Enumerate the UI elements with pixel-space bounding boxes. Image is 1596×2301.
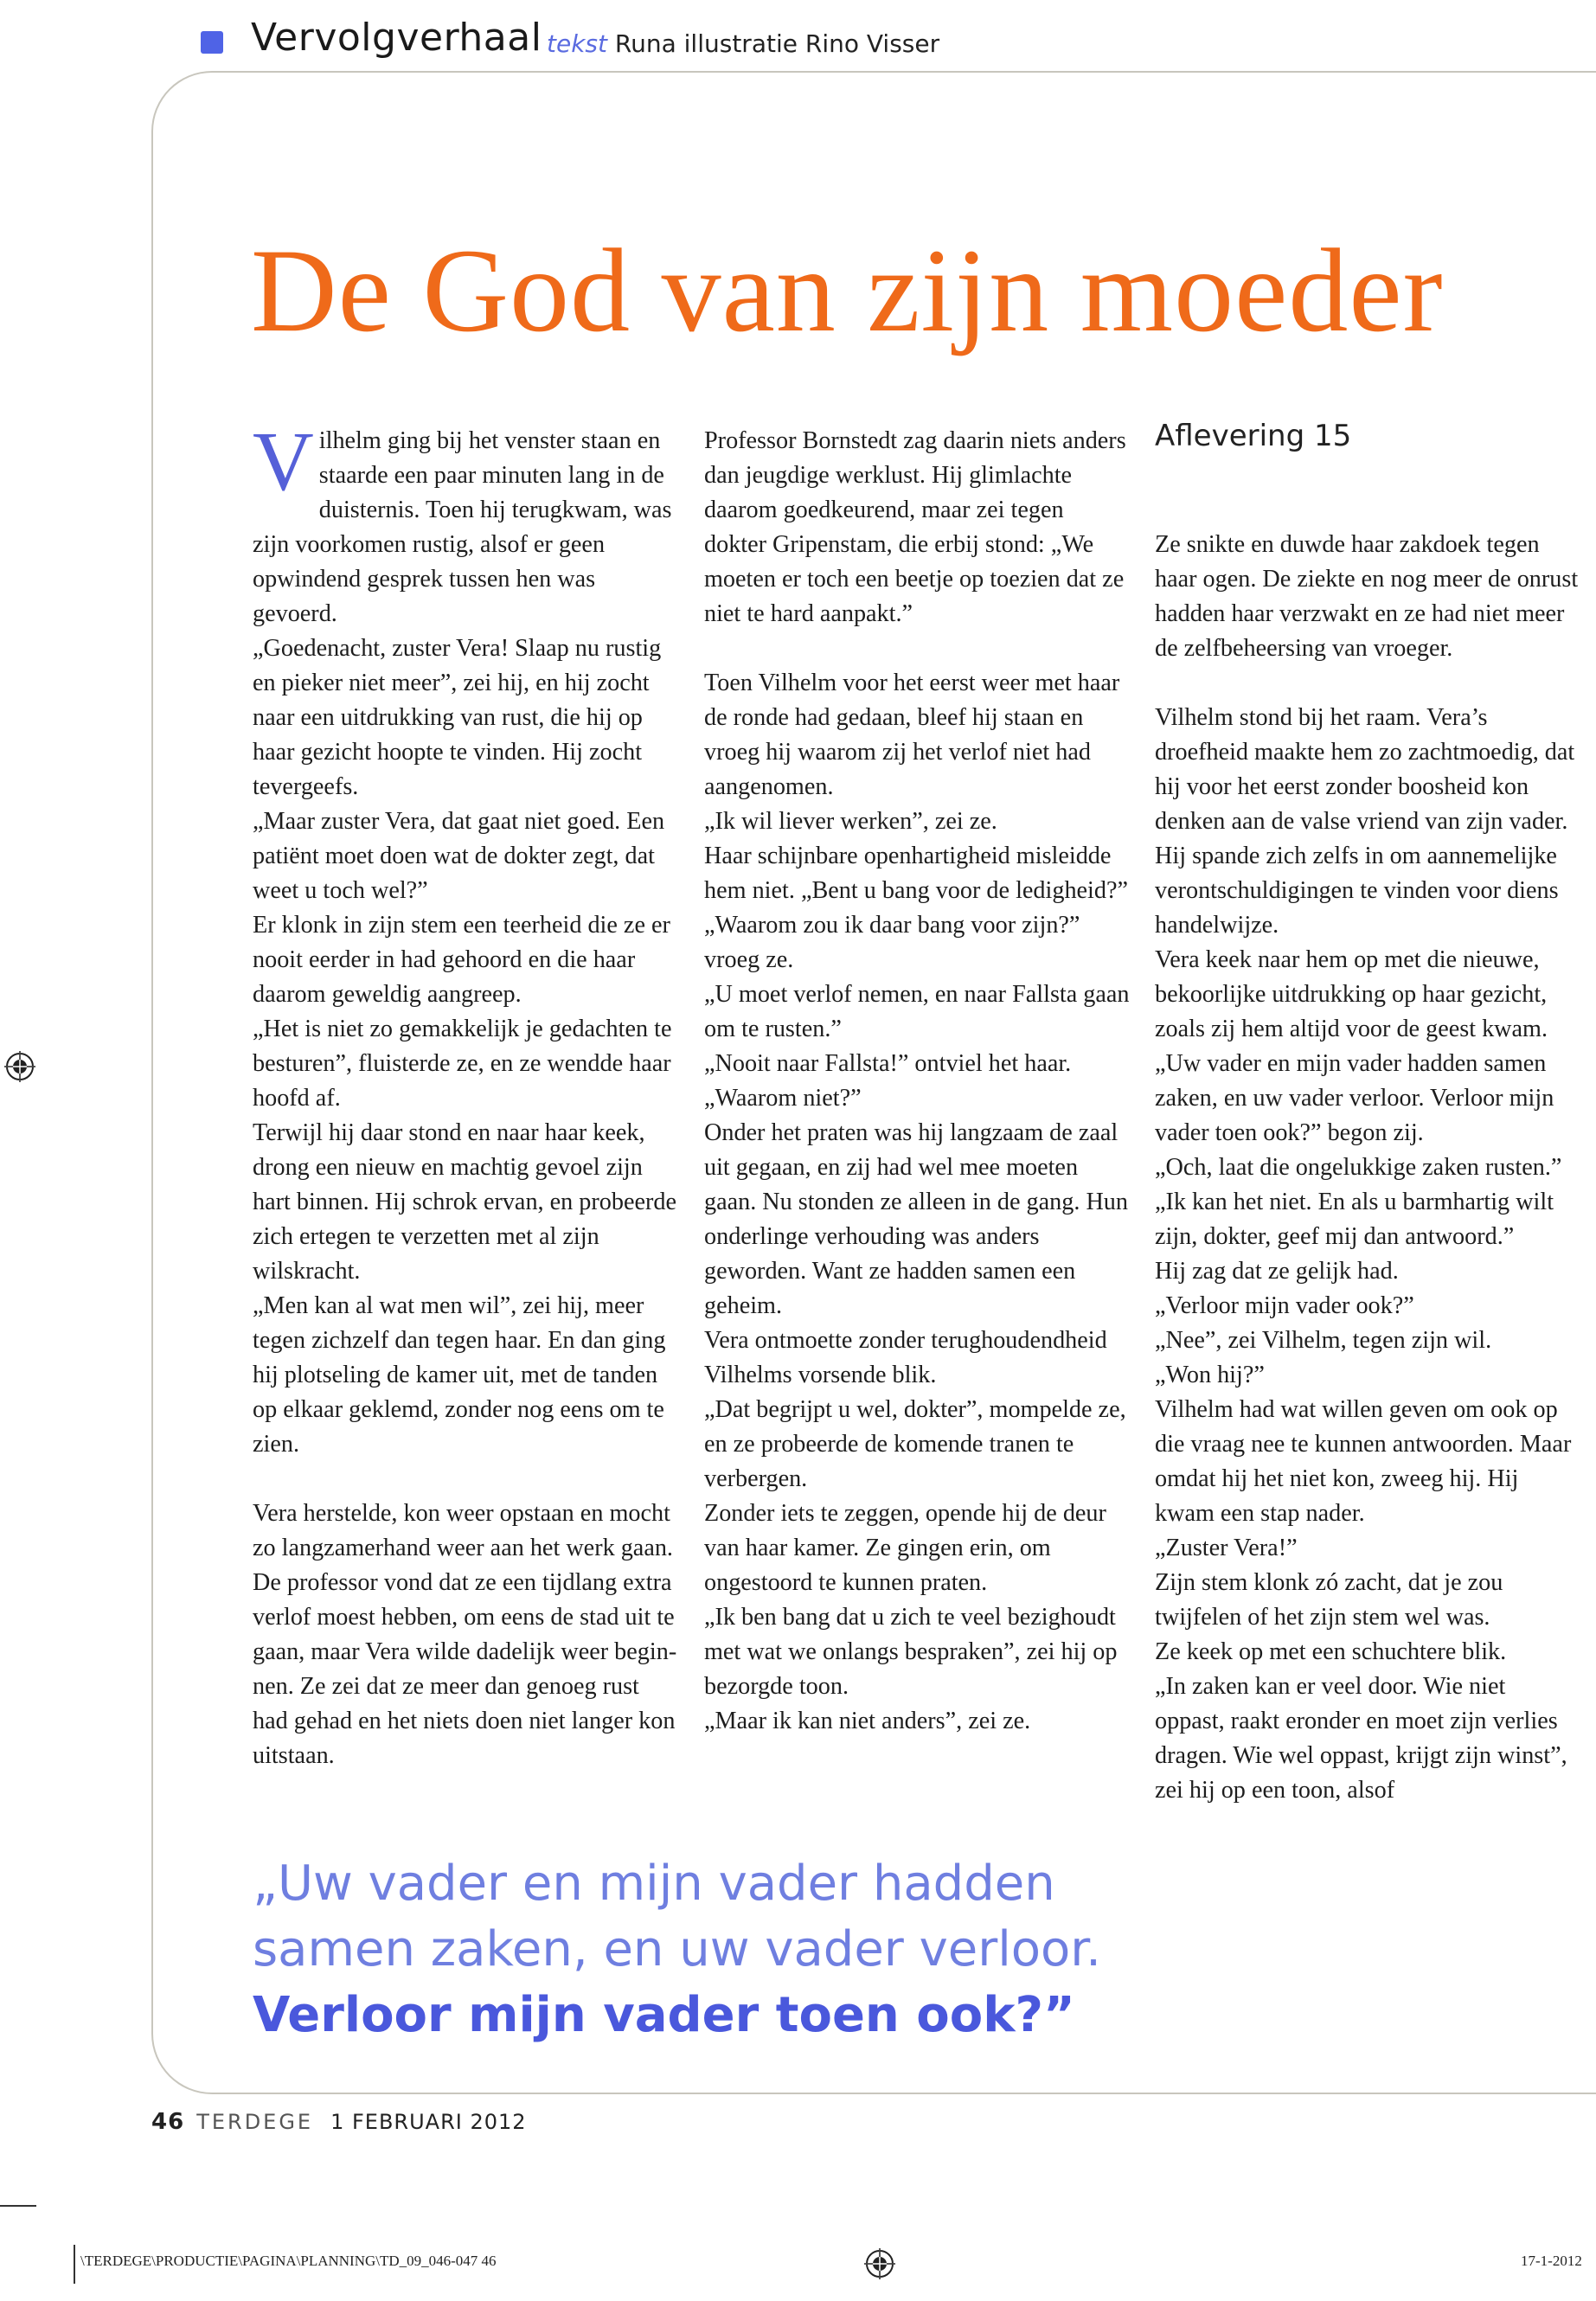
paragraph: Er klonk in zijn stem een teerheid die ze er nooit eerder in had gehoord en die haar daarom geweldig aangreep. <box>253 912 670 1008</box>
paragraph: „Men kan al wat men wil”, zei hij, meer tegen zichzelf dan tegen haar. En dan ging hij plotseling de kamer uit, met de tanden op elkaar geklemd, zonder nog eens om te zien. <box>253 1292 666 1458</box>
paragraph: „Och, laat die ongelukkige zaken rusten.” <box>1155 1154 1562 1181</box>
paragraph: „Het is niet zo gemakkelijk je gedachten te besturen”, fluisterde ze, en ze wendde haar hoofd af. <box>253 1016 672 1112</box>
paragraph: „Nee”, zei Vilhelm, tegen zijn wil. <box>1155 1327 1492 1354</box>
paragraph: Hij zag dat ze gelijk had. <box>1155 1258 1399 1285</box>
paragraph: Onder het praten was hij langzaam de zaal uit gegaan, en zij had wel mee moeten gaan. Nu stonden ze alleen in de gang. Hun onderlinge verhouding was anders geworden. Want ze hadden samen een geheim. <box>704 1119 1128 1319</box>
paragraph: „Waarom zou ik daar bang voor zijn?” vroeg ze. <box>704 912 1080 973</box>
paragraph: „U moet verlof nemen, en naar Fallsta gaan om te rusten.” <box>704 981 1130 1042</box>
paragraph: „Goedenacht, zuster Vera! Slaap nu rustig en pieker niet meer”, zei hij, en hij zocht naar een uitdrukking van rust, die hij op haar gezicht hoopte te vinden. Hij zocht tevergeefs. <box>253 635 662 800</box>
paragraph: Professor Bornstedt zag daarin niets anders dan jeugdige werklust. Hij glimlachte daarom goedkeurend, maar zei tegen dokter Gripenstam, die erbij stond: „We moeten er toch een beetje op toezien dat ze niet te hard aanpakt.” <box>704 427 1126 627</box>
paragraph: Haar schijnbare openhartigheid misleidde hem niet. „Bent u bang voor de ledigheid?” <box>704 843 1128 904</box>
paragraph: Ze snikte en duwde haar zakdoek tegen haar ogen. De ziekte en nog meer de onrust hadden haar verzwakt en ze had niet meer de zelfbeheersing van vroeger. <box>1155 531 1579 662</box>
story-column-2 <box>704 424 1130 1739</box>
pull-quote <box>253 1851 1161 2048</box>
paragraph: „Maar zuster Vera, dat gaat niet goed. Een patiënt moet doen wat de dokter zegt, dat weet u toch wel?” <box>253 808 665 904</box>
paragraph: Terwijl hij daar stond en naar haar keek, drong een nieuw en machtig gevoel zijn hart binnen. Hij schrok ervan, en probeerde zich ertegen te verzetten met al zijn wilskracht. <box>253 1119 676 1285</box>
registration-mark-icon <box>864 2248 895 2279</box>
paragraph: Toen Vilhelm voor het eerst weer met haar de ronde had gedaan, bleef hij staan en vroeg hij waarom zij het verlof niet had aangenomen. <box>704 670 1120 800</box>
paragraph: „Dat begrijpt u wel, dokter”, mompelde ze, en ze probeerde de komende tranen te verbergen. <box>704 1396 1126 1492</box>
paragraph: „Verloor mijn vader ook?” <box>1155 1292 1414 1319</box>
crop-mark <box>0 2205 36 2207</box>
rubric-marker <box>201 31 223 54</box>
paragraph: „Ik wil liever werken”, zei ze. <box>704 808 997 835</box>
pull-quote-line: samen zaken, en uw vader verloor. <box>253 1921 1101 1977</box>
paragraph: „Ik ben bang dat u zich te veel bezighoudt met wat we onlangs bespraken”, zei hij op bezorgde toon. <box>704 1604 1118 1700</box>
paragraph: „Zuster Vera!” <box>1155 1535 1298 1561</box>
print-date: 17-1-2012 <box>1521 2253 1582 2269</box>
paragraph: Zonder iets te zeggen, opende hij de deur van haar kamer. Ze gingen erin, om ongestoord te kunnen praten. <box>704 1500 1106 1596</box>
rubric-title: Vervolgverhaal <box>251 16 542 60</box>
pull-quote-line: „Uw vader en mijn vader hadden <box>253 1856 1055 1912</box>
drop-cap: V <box>253 415 314 509</box>
paragraph: „In zaken kan er veel door. Wie niet oppast, raakt eronder en moet zijn verlies dragen. Wie wel oppast, krijgt zijn winst”, zei hij op een toon, alsof <box>1155 1673 1567 1804</box>
magazine-name: TERDEGE <box>196 2110 314 2134</box>
credits-label: tekst <box>547 29 607 58</box>
registration-mark-icon <box>4 1051 35 1082</box>
story-column-3 <box>1155 528 1580 1808</box>
print-slug: \TERDEGE\PRODUCTIE\PAGINA\PLANNING\TD_09_046-047 46 <box>80 2253 497 2269</box>
credits-text: Runa illustratie Rino Visser <box>614 29 940 58</box>
rubric-credits <box>547 29 939 58</box>
paragraph: Vera keek naar hem op met die nieuwe, bekoorlijke uitdrukking op haar gezicht, zoals zij hem altijd voor de geest kwam. <box>1155 946 1548 1042</box>
paragraph: Vera ontmoette zonder terughoudendheid Vilhelms vorsende blik. <box>704 1327 1107 1388</box>
page-footer <box>151 2109 527 2135</box>
paragraph: „Waarom niet?” <box>704 1085 862 1112</box>
episode-label: Aflevering 15 <box>1155 419 1352 453</box>
paragraph: Vilhelm had wat willen geven om ook op die vraag nee te kunnen antwoorden. Maar omdat hij het niet kon, zweeg hij. Hij kwam een stap nader. <box>1155 1396 1572 1527</box>
paragraph: „Uw vader en mijn vader hadden samen zaken, en uw vader verloor. Verloor mijn vader toen ook?” begon zij. <box>1155 1050 1554 1146</box>
paragraph: Ze keek op met een schuchtere blik. <box>1155 1638 1507 1665</box>
page-number: 46 <box>151 2109 185 2135</box>
paragraph: Zijn stem klonk zó zacht, dat je zou twijfelen of het zijn stem wel was. <box>1155 1569 1503 1631</box>
paragraph: Vilhelm stond bij het raam. Vera’s droefheid maakte hem zo zachtmoedig, dat hij voor het eerst zonder boosheid kon denken aan de valse vriend van zijn vader. Hij spande zich zelfs in om aannemelijke verontschuldigingen te vinden voor diens handelwijze. <box>1155 704 1575 939</box>
issue-date: 1 FEBRUARI 2012 <box>330 2110 527 2134</box>
paragraph: „Ik kan het niet. En als u barmhartig wilt zijn, dokter, geef mij dan antwoord.” <box>1155 1189 1554 1250</box>
story-column-1 <box>253 415 680 1773</box>
paragraph: Vera herstelde, kon weer opstaan en mocht zo langzamerhand weer aan het werk gaan. De professor vond dat ze een tijdlang extra verlof moest hebben, om eens de stad uit te gaan, maar Vera wilde dadelijk weer beginnen. Ze zei dat ze meer dan genoeg rust had gehad en het niets doen niet langer kon uitstaan. <box>253 1500 677 1769</box>
pull-quote-emphasis: Verloor mijn vader toen ook?” <box>253 1987 1075 2043</box>
paragraph: „Won hij?” <box>1155 1362 1265 1388</box>
paragraph: „Nooit naar Fallsta!” ontviel het haar. <box>704 1050 1072 1077</box>
slug-divider <box>74 2245 75 2284</box>
paragraph: ilhelm ging bij het venster staan en staarde een paar minuten lang in de duisternis. Toen hij terugkwam, was zijn voorkomen rustig, alsof er geen opwindend gesprek tussen hen was gevoerd. <box>253 427 672 627</box>
article-headline: De God van zijn moeder <box>251 224 1444 356</box>
paragraph: „Maar ik kan niet anders”, zei ze. <box>704 1708 1031 1734</box>
